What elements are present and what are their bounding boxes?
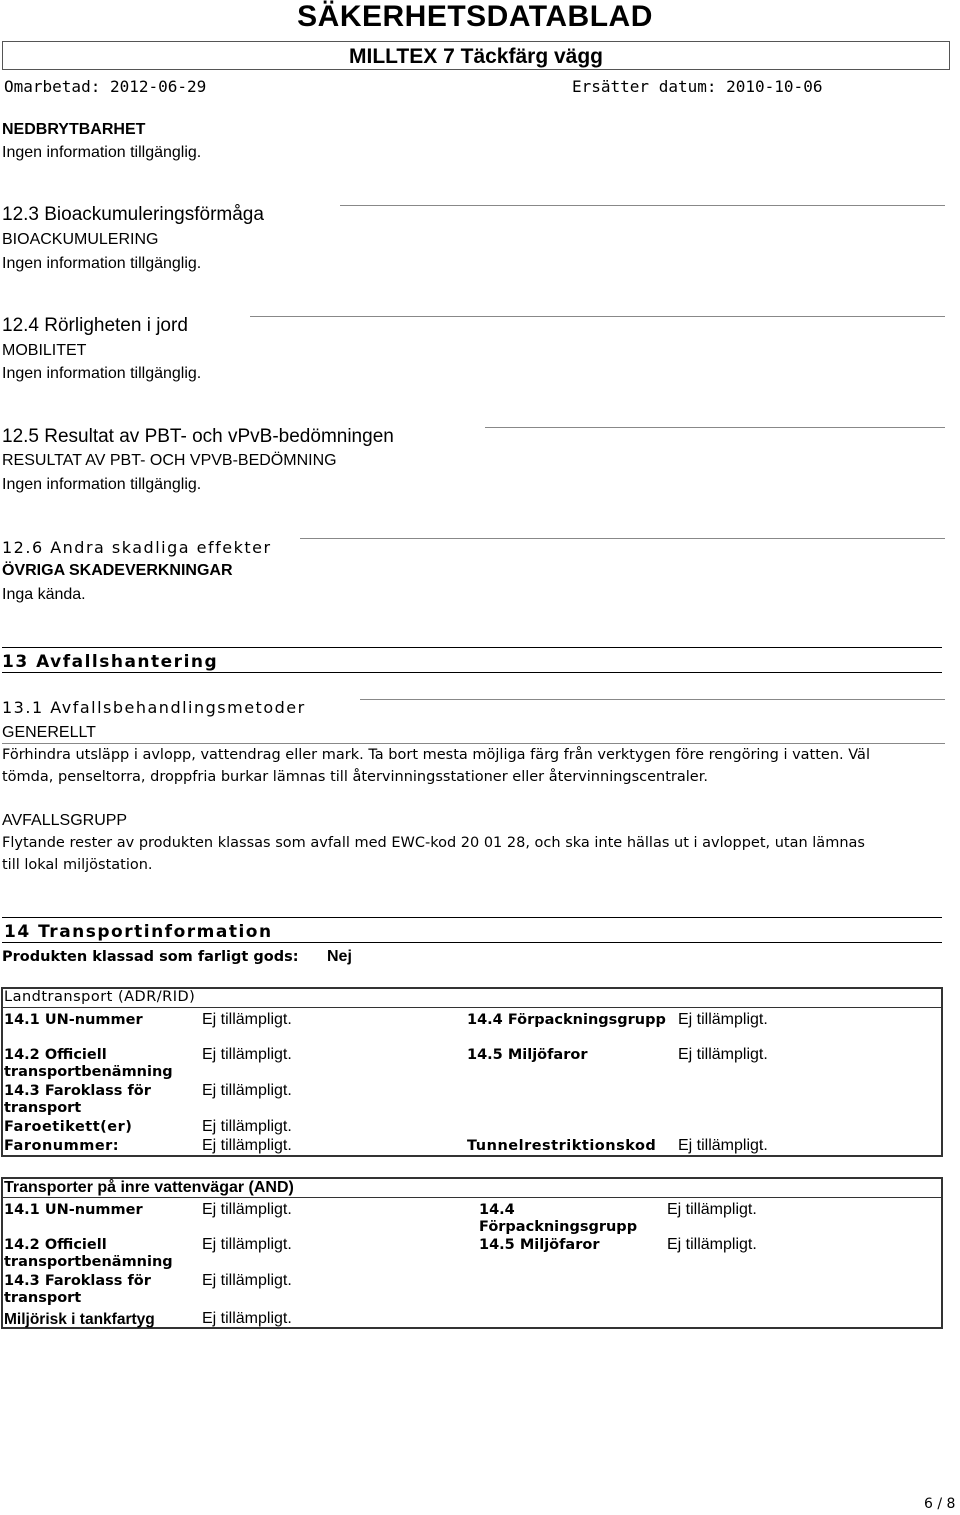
section-rule: [250, 316, 945, 317]
document-title: SÄKERHETSDATABLAD: [297, 0, 653, 33]
section-rule: [360, 699, 945, 700]
inland-un-label: 14.1 UN-nummer: [4, 1202, 143, 1218]
mobility-caption: MOBILITET: [2, 342, 87, 359]
table-divider: [1, 1197, 943, 1198]
section-rule: [300, 538, 945, 539]
section-rule: [485, 427, 945, 428]
land-un-value: Ej tillämpligt.: [202, 1011, 292, 1028]
land-name-label: 14.2 Officiell transportbenämning: [4, 1047, 173, 1080]
land-labels-value: Ej tillämpligt.: [202, 1118, 292, 1135]
land-pack-value: Ej tillämpligt.: [678, 1011, 768, 1028]
section-13-1-heading: 13.1 Avfallsbehandlingsmetoder: [2, 698, 306, 717]
waste-group-text-line-2: till lokal miljöstation.: [2, 857, 153, 873]
replaces-date: Ersätter datum: 2010-10-06: [572, 77, 823, 96]
inland-un-value: Ej tillämpligt.: [202, 1201, 292, 1218]
mobility-text: Ingen information tillgänglig.: [2, 365, 202, 382]
inland-name-value: Ej tillämpligt.: [202, 1236, 292, 1253]
pbt-text: Ingen information tillgänglig.: [2, 476, 202, 493]
section-14-heading: 14 Transportinformation: [4, 922, 273, 942]
section-12-3-heading: 12.3 Bioackumuleringsförmåga: [2, 204, 264, 225]
land-pack-label: 14.4 Förpackningsgrupp: [467, 1012, 666, 1028]
inland-waterways-title: Transporter på inre vattenvägar (AND): [4, 1179, 294, 1196]
inland-tanker-value: Ej tillämpligt.: [202, 1310, 292, 1327]
land-hazard-number-value: Ej tillämpligt.: [202, 1137, 292, 1154]
waste-group-caption: AVFALLSGRUPP: [2, 812, 128, 829]
land-class-value: Ej tillämpligt.: [202, 1082, 292, 1099]
inland-pack-value: Ej tillämpligt.: [667, 1201, 757, 1218]
revised-date: Omarbetad: 2012-06-29: [4, 77, 207, 96]
section-rule: [2, 743, 945, 744]
section-12-4-heading: 12.4 Rörligheten i jord: [2, 315, 188, 336]
land-transport-title: Landtransport (ADR/RID): [4, 989, 196, 1005]
inland-env-value: Ej tillämpligt.: [667, 1236, 757, 1253]
land-labels-label: Faroetikett(er): [4, 1119, 133, 1135]
land-env-value: Ej tillämpligt.: [678, 1046, 768, 1063]
product-name: MILLTEX 7 Täckfärg vägg: [349, 45, 603, 68]
inland-tanker-label: Miljörisk i tankfartyg: [4, 1311, 155, 1328]
other-effects-text: Inga kända.: [2, 586, 86, 603]
dangerous-goods-label: Produkten klassad som farligt gods:: [2, 949, 299, 965]
land-tunnel-value: Ej tillämpligt.: [678, 1137, 768, 1154]
land-name-value: Ej tillämpligt.: [202, 1046, 292, 1063]
section-13-heading: 13 Avfallshantering: [2, 652, 219, 672]
inland-name-label: 14.2 Officiell transportbenämning: [4, 1237, 173, 1270]
section-14-top-rule: [2, 917, 942, 918]
table-divider: [1, 1007, 943, 1008]
general-caption: GENERELLT: [2, 724, 96, 741]
inland-pack-label: 14.4 Förpackningsgrupp: [479, 1202, 638, 1235]
inland-env-label: 14.5 Miljöfaror: [479, 1237, 600, 1253]
waste-group-text-line-1: Flytande rester av produkten klassas som avfall med EWC-kod 20 01 28, och ska inte hällas ut i avloppet, utan lämnas: [2, 835, 865, 851]
land-un-label: 14.1 UN-nummer: [4, 1012, 143, 1028]
bioaccumulation-caption: BIOACKUMULERING: [2, 231, 159, 248]
land-tunnel-label: Tunnelrestriktionskod: [467, 1138, 657, 1154]
land-env-label: 14.5 Miljöfaror: [467, 1047, 588, 1063]
section-12-5-heading: 12.5 Resultat av PBT- och vPvB-bedömningen: [2, 426, 394, 447]
section-13-bottom-rule: [2, 672, 942, 673]
dangerous-goods-value: Nej: [327, 948, 352, 965]
page-number: 6 / 8: [924, 1496, 956, 1512]
general-text-line-1: Förhindra utsläpp i avlopp, vattendrag eller mark. Ta bort mesta möjliga färg från verktygen före rengöring i vatten. Väl: [2, 747, 870, 763]
degradability-text: Ingen information tillgänglig.: [2, 144, 202, 161]
pbt-caption: RESULTAT AV PBT- OCH VPVB-BEDÖMNING: [2, 452, 337, 469]
degradability-caption: NEDBRYTBARHET: [2, 121, 146, 138]
section-rule: [340, 205, 945, 206]
land-hazard-number-label: Faronummer:: [4, 1138, 120, 1154]
land-class-label: 14.3 Faroklass för transport: [4, 1083, 151, 1116]
inland-class-value: Ej tillämpligt.: [202, 1272, 292, 1289]
inland-class-label: 14.3 Faroklass för transport: [4, 1273, 151, 1306]
general-text-line-2: tömda, penseltorra, droppfria burkar lämnas till återvinningsstationer eller återvinningscentraler.: [2, 769, 708, 785]
section-12-6-heading: 12.6 Andra skadliga effekter: [2, 538, 272, 557]
other-effects-caption: ÖVRIGA SKADEVERKNINGAR: [2, 562, 233, 579]
section-14-bottom-rule: [2, 942, 942, 943]
section-13-top-rule: [2, 647, 942, 648]
bioaccumulation-text: Ingen information tillgänglig.: [2, 255, 202, 272]
